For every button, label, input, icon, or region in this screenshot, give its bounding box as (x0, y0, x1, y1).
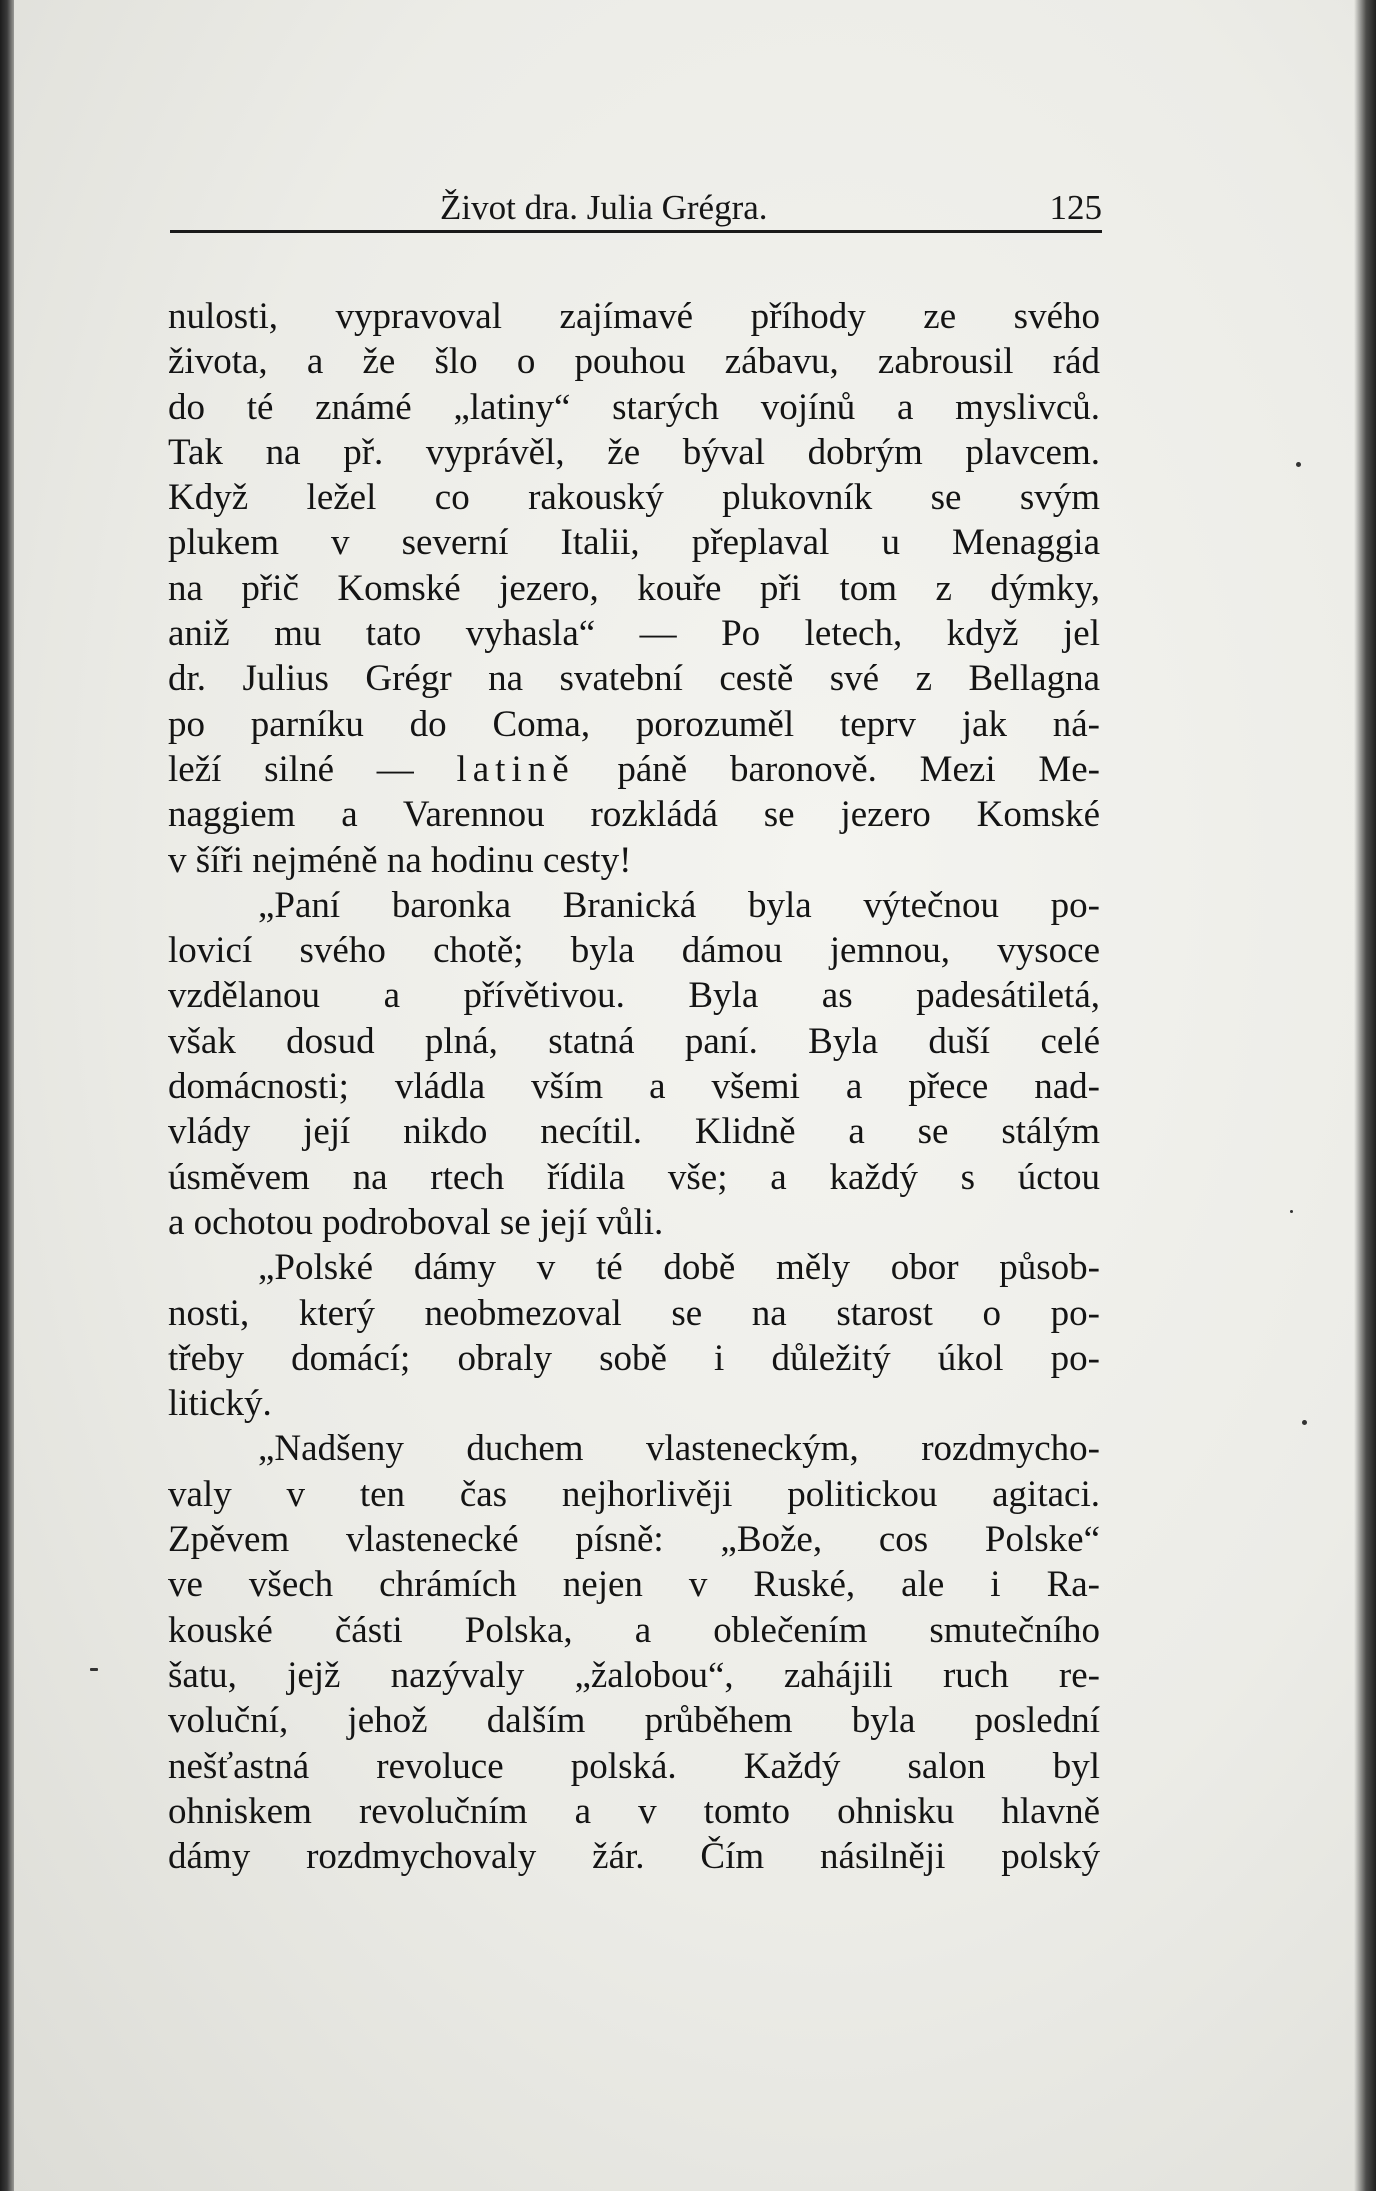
text-line: dámy rozdmychovaly žár. Čím násilněji polský (168, 1836, 1100, 1878)
page-header (170, 180, 1102, 230)
text-line: však dosud plná, statná paní. Byla duší celé (168, 1020, 1100, 1062)
body-text (168, 294, 1100, 1879)
paragraph-start-line: „Polské dámy v té době měly obor působ- (258, 1247, 1100, 1289)
text-line: šatu, jejž nazývaly „žalobou“, zahájili ruch re- (168, 1654, 1100, 1696)
text-line: po parníku do Coma, porozuměl teprv jak ná- (168, 703, 1100, 745)
text-line: Tak na př. vyprávěl, že býval dobrým plavcem. (168, 431, 1100, 473)
text-line: naggiem a Varennou rozkládá se jezero Komské (168, 794, 1100, 836)
text-line: aniž mu tato vyhasla“ — Po letech, když jel (168, 613, 1100, 655)
running-title: Život dra. Julia Grégra. (440, 188, 768, 227)
text-line: nulosti, vypravoval zajímavé příhody ze svého (168, 296, 1100, 337)
text-line: litický. (168, 1383, 272, 1425)
text-line: dr. Julius Grégr na svatební cestě své z Bellagna (168, 658, 1100, 700)
text-line: vzdělanou a přívětivou. Byla as padesátiletá, (168, 975, 1100, 1017)
scan-speck (1302, 1420, 1307, 1425)
text-line: třeby domácí; obraly sobě i důležitý úkol po- (168, 1337, 1100, 1379)
text-line: na přič Komské jezero, kouře při tom z dýmky, (168, 567, 1100, 609)
text-line: valy v ten čas nejhorlivěji politickou agitaci. (168, 1473, 1100, 1515)
text-line: plukem v severní Italii, přeplaval u Menaggia (168, 522, 1100, 564)
text-line: do té známé „latiny“ starých vojínů a myslivců. (168, 386, 1100, 428)
text-line: lovicí svého chotě; byla dámou jemnou, vysoce (168, 930, 1100, 972)
header-rule (170, 230, 1102, 233)
text-line: domácnosti; vládla vším a všemi a přece nad- (168, 1066, 1100, 1108)
scan-speck (1290, 1210, 1293, 1213)
text-line: ohniskem revolučním a v tomto ohnisku hlavně (168, 1790, 1100, 1832)
page-edge-shadow (1354, 0, 1376, 2191)
text-line: nešťastná revoluce polská. Každý salon byl (168, 1745, 1100, 1787)
text-line: úsměvem na rtech řídila vše; a každý s úctou (168, 1156, 1100, 1198)
paragraph-start-line: „Paní baronka Branická byla výtečnou po- (258, 884, 1100, 926)
text-fragment: páně baronově. Mezi Me- (574, 748, 1100, 790)
text-line: voluční, jehož dalším průběhem byla poslední (168, 1700, 1100, 1742)
text-line: Zpěvem vlastenecké písně: „Bože, cos Polske“ (168, 1519, 1100, 1561)
text-line: života, a že šlo o pouhou zábavu, zabrousil rád (168, 341, 1100, 383)
page-number: 125 (1049, 188, 1102, 227)
page-binding-shadow (0, 0, 14, 2191)
scan-speck (90, 1668, 98, 1671)
scan-speck (1296, 462, 1301, 467)
text-line: kouské části Polska, a oblečením smutečního (168, 1609, 1100, 1651)
text-line-with-spaced-word (168, 747, 1100, 792)
text-fragment: leží silné — (168, 748, 457, 790)
text-line: v šíři nejméně na hodinu cesty! (168, 839, 632, 881)
text-line: vlády její nikdo necítil. Klidně a se stálým (168, 1111, 1100, 1153)
text-line: nosti, který neobmezoval se na starost o po- (168, 1292, 1100, 1334)
text-line: a ochotou podroboval se její vůli. (168, 1201, 664, 1243)
text-line: ve všech chrámích nejen v Ruské, ale i Ra- (168, 1564, 1100, 1606)
text-line: Když ležel co rakouský plukovník se svým (168, 477, 1100, 519)
paragraph-start-line: „Nadšeny duchem vlasteneckým, rozdmycho- (258, 1428, 1100, 1470)
spaced-word: latině (456, 748, 575, 790)
